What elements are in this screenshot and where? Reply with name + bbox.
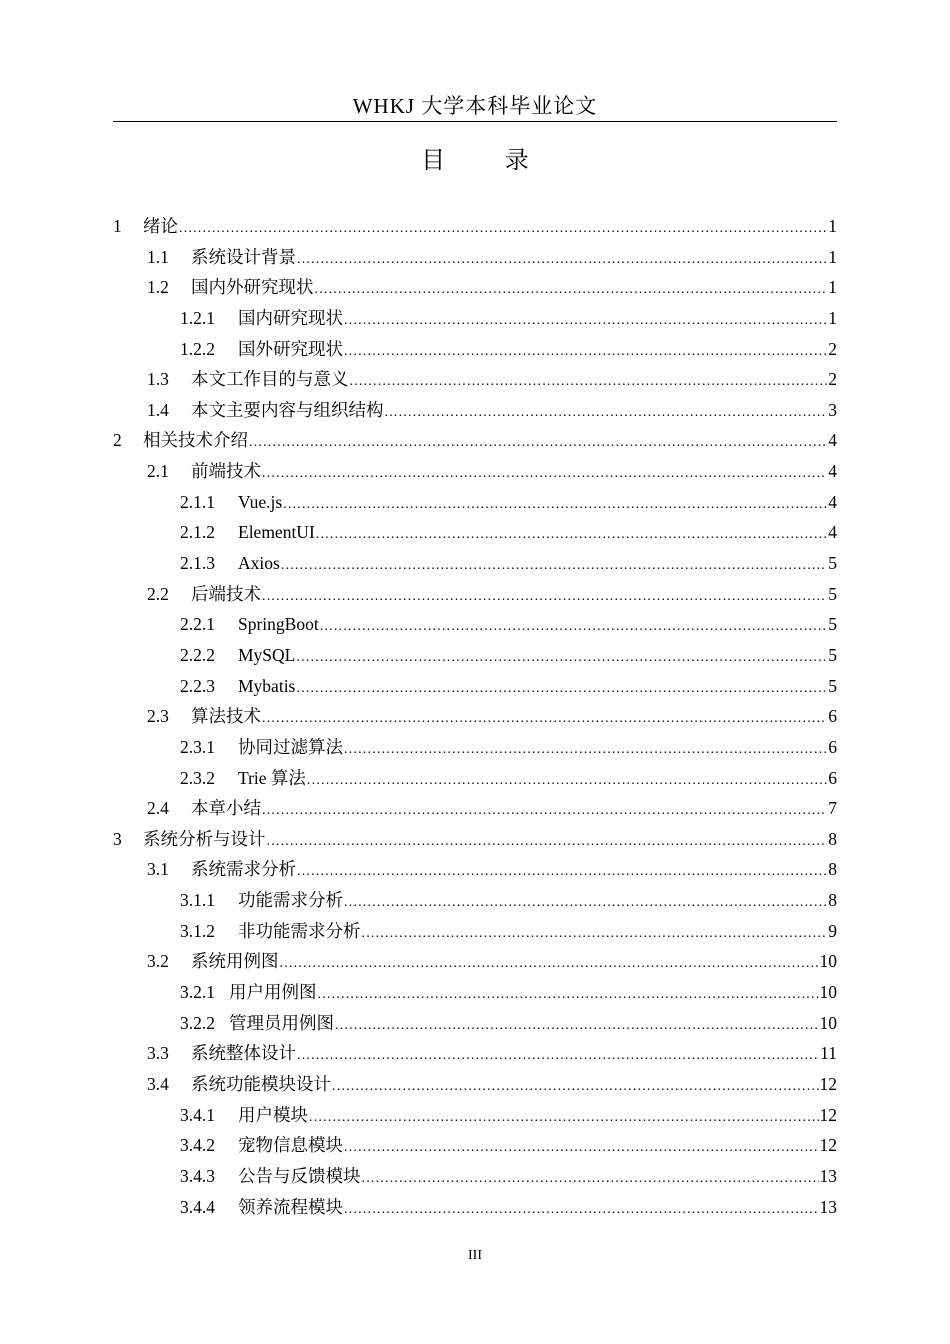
toc-entry-title: Mybatis (238, 675, 296, 696)
toc-entry[interactable] (113, 640, 837, 671)
toc-dot-leader (283, 490, 827, 518)
toc-entry-title: 本章小结 (191, 798, 261, 819)
toc-entry-page: 5 (828, 553, 837, 574)
toc-entry[interactable] (113, 456, 837, 487)
header-divider (113, 121, 837, 122)
toc-entry-title: 功能需求分析 (238, 890, 343, 911)
toc-entry-page: 3 (828, 399, 837, 420)
toc-entry-page: 10 (819, 1012, 837, 1033)
toc-entry-title: MySQL (238, 644, 296, 665)
toc-entry[interactable] (113, 579, 837, 610)
toc-dot-leader (297, 1041, 819, 1069)
toc-entry-page: 5 (828, 675, 837, 696)
toc-entry-title: 绪论 (143, 216, 178, 236)
toc-dot-leader (267, 827, 828, 855)
toc-entry-page: 6 (828, 736, 837, 757)
toc-entry[interactable] (113, 548, 837, 579)
toc-entry-title: 用户模块 (238, 1104, 308, 1125)
toc-entry-number: 1.2 (147, 277, 169, 298)
toc-entry-number: 2.2 (147, 583, 169, 604)
toc-entry-number: 1.1 (147, 246, 169, 267)
toc-entry[interactable] (113, 977, 837, 1008)
toc-entry-page: 12 (819, 1073, 837, 1094)
toc-entry-title: ElementUI (238, 522, 315, 543)
toc-dot-leader (281, 551, 827, 579)
toc-entry-title: 系统用例图 (191, 951, 279, 972)
toc-entry-number: 3.2.2 (180, 1012, 215, 1033)
toc-dot-leader (262, 796, 827, 824)
toc-entry-title: 相关技术介绍 (143, 430, 248, 451)
toc-entry-number: 3.4.2 (180, 1135, 215, 1156)
toc-entry-title: 管理员用例图 (229, 1012, 334, 1033)
toc-dot-leader (350, 367, 828, 395)
toc-entry-number: 1.3 (147, 369, 169, 390)
toc-entry-number: 1.2.1 (180, 307, 215, 328)
toc-entry[interactable] (113, 701, 837, 732)
toc-entry[interactable] (113, 824, 837, 855)
toc-entry-number: 3.1.2 (180, 920, 215, 941)
toc-entry-page: 4 (828, 430, 837, 451)
toc-entry-page: 2 (828, 338, 837, 359)
toc-entry-number: 2.3.1 (180, 736, 215, 757)
toc-entry[interactable] (113, 1038, 837, 1069)
toc-entry-number: 2.3 (147, 706, 169, 727)
toc-entry-title: 国内研究现状 (238, 307, 343, 328)
toc-dot-leader (344, 1133, 819, 1161)
toc-entry-page: 1 (828, 216, 837, 236)
toc-entry-title: 本文工作目的与意义 (191, 369, 349, 390)
toc-entry-number: 1.4 (147, 399, 169, 420)
toc-entry-number: 2.2.2 (180, 644, 215, 665)
toc-entry-title: 系统功能模块设计 (191, 1073, 331, 1094)
toc-dot-leader (344, 337, 827, 365)
toc-entry-page: 13 (819, 1196, 837, 1217)
toc-entry-page: 8 (828, 890, 837, 911)
toc-entry-title: 系统需求分析 (191, 859, 296, 880)
toc-entry-number: 2.3.2 (180, 767, 215, 788)
toc-entry-title: 系统整体设计 (191, 1043, 296, 1064)
toc-entry-page: 1 (828, 277, 837, 298)
toc-dot-leader (315, 275, 828, 303)
toc-entry-title: 公告与反馈模块 (238, 1165, 361, 1186)
toc-entry-page: 13 (819, 1165, 837, 1186)
toc-dot-leader (309, 1103, 819, 1131)
toc-dot-leader (344, 735, 827, 763)
toc-entry-page: 11 (820, 1043, 837, 1064)
toc-entry-title: 国内外研究现状 (191, 277, 314, 298)
toc-entry[interactable] (113, 364, 837, 395)
toc-entry-title: 协同过滤算法 (238, 736, 343, 757)
toc-entry-title: Trie 算法 (238, 767, 306, 788)
toc-entry-number: 3 (113, 828, 122, 849)
toc-entry-title: 宠物信息模块 (238, 1135, 343, 1156)
toc-dot-leader (296, 643, 827, 671)
toc-entry-title: 领养流程模块 (238, 1196, 343, 1217)
toc-entry[interactable] (113, 1100, 837, 1131)
toc-entry-title: Axios (238, 553, 280, 574)
toc-entry-title: 算法技术 (191, 706, 261, 727)
toc-dot-leader (320, 612, 828, 640)
toc-entry[interactable] (113, 732, 837, 763)
toc-entry[interactable] (113, 487, 837, 518)
toc-dot-leader (179, 214, 827, 242)
toc-dot-leader (362, 919, 828, 947)
toc-entry-number: 1 (113, 216, 122, 236)
toc-dot-leader (344, 888, 827, 916)
toc-entry-title: 本文主要内容与组织结构 (191, 399, 384, 420)
toc-entry-number: 3.4.3 (180, 1165, 215, 1186)
toc-entry-number: 2.1 (147, 461, 169, 482)
toc-entry[interactable] (113, 916, 837, 947)
toc-dot-leader (332, 1072, 819, 1100)
toc-entry-number: 2.2.1 (180, 614, 215, 635)
toc-entry-page: 12 (819, 1104, 837, 1125)
toc-entry[interactable] (113, 1192, 837, 1223)
toc-entry-number: 3.4 (147, 1073, 169, 1094)
toc-entry-page: 9 (828, 920, 837, 941)
toc-entry-title: 后端技术 (191, 583, 261, 604)
toc-dot-leader (262, 582, 827, 610)
toc-dot-leader (297, 857, 827, 885)
toc-entry-page: 2 (828, 369, 837, 390)
toc-dot-leader (318, 980, 819, 1008)
toc-entry-page: 5 (828, 614, 837, 635)
toc-entry-number: 2.2.3 (180, 675, 215, 696)
page-number: III (468, 1248, 482, 1263)
toc-entry-page: 10 (819, 982, 837, 1003)
toc-entry-title: 系统分析与设计 (143, 828, 266, 849)
toc-dot-leader (316, 520, 827, 548)
toc-entry-page: 7 (828, 798, 837, 819)
toc-dot-leader (362, 1164, 819, 1192)
toc-entry-page: 1 (828, 246, 837, 267)
toc-entry-number: 3.2.1 (180, 982, 215, 1003)
toc-entry-title: 用户用例图 (229, 982, 317, 1003)
toc-dot-leader (335, 1011, 819, 1039)
toc-dot-leader (280, 949, 819, 977)
toc-dot-leader (344, 1195, 819, 1223)
toc-entry-number: 2.1.2 (180, 522, 215, 543)
toc-entry-page: 4 (828, 461, 837, 482)
toc-entry-title: 国外研究现状 (238, 338, 343, 359)
toc-entry-page: 5 (828, 583, 837, 604)
toc-entry[interactable] (113, 1161, 837, 1192)
toc-entry-number: 2.4 (147, 798, 169, 819)
toc-dot-leader (296, 674, 827, 702)
toc-entry[interactable] (113, 946, 837, 977)
toc-entry[interactable] (113, 885, 837, 916)
toc-entry[interactable] (113, 1069, 837, 1100)
toc-entry[interactable] (113, 242, 837, 273)
toc-entry-page: 4 (828, 491, 837, 512)
toc-entry[interactable] (113, 272, 837, 303)
toc-entry-title: 非功能需求分析 (238, 920, 361, 941)
toc-entry[interactable] (113, 425, 837, 456)
toc-dot-leader (307, 766, 827, 794)
toc-entry[interactable] (113, 671, 837, 702)
toc-dot-leader (262, 459, 827, 487)
toc-entry-number: 2 (113, 430, 122, 451)
table-of-contents (113, 211, 837, 1222)
toc-entry[interactable] (113, 1130, 837, 1161)
toc-dot-leader (249, 428, 827, 456)
toc-entry-page: 6 (828, 767, 837, 788)
toc-entry-page: 6 (828, 706, 837, 727)
toc-entry-page: 8 (828, 859, 837, 880)
toc-dot-leader (344, 306, 827, 334)
toc-entry-number: 2.1.1 (180, 491, 215, 512)
toc-entry-title: 系统设计背景 (191, 246, 296, 267)
toc-entry[interactable] (113, 763, 837, 794)
toc-entry[interactable] (113, 609, 837, 640)
toc-entry-page: 8 (828, 828, 837, 849)
toc-entry-number: 2.1.3 (180, 553, 215, 574)
toc-entry-title: SpringBoot (238, 614, 319, 635)
toc-entry[interactable] (113, 303, 837, 334)
toc-entry-number: 3.1 (147, 859, 169, 880)
toc-entry-page: 12 (819, 1135, 837, 1156)
toc-entry[interactable] (113, 1008, 837, 1039)
toc-entry-number: 3.1.1 (180, 890, 215, 911)
toc-dot-leader (262, 704, 827, 732)
toc-dot-leader (297, 245, 827, 273)
toc-entry[interactable] (113, 854, 837, 885)
toc-entry-page: 1 (828, 307, 837, 328)
toc-entry[interactable] (113, 211, 837, 242)
toc-entry-page: 4 (828, 522, 837, 543)
running-header: WHKJ 大学本科毕业论文 (352, 94, 598, 118)
toc-entry-number: 3.2 (147, 951, 169, 972)
toc-entry[interactable] (113, 395, 837, 426)
toc-entry-page: 5 (828, 644, 837, 665)
toc-entry-number: 3.3 (147, 1043, 169, 1064)
toc-entry-title: Vue.js (238, 491, 283, 512)
toc-entry-number: 3.4.4 (180, 1196, 215, 1217)
toc-title: 目 录 (421, 146, 555, 174)
toc-entry[interactable] (113, 334, 837, 365)
toc-entry-page: 10 (819, 951, 837, 972)
toc-entry[interactable] (113, 793, 837, 824)
toc-entry-number: 1.2.2 (180, 338, 215, 359)
toc-entry-number: 3.4.1 (180, 1104, 215, 1125)
toc-dot-leader (385, 398, 828, 426)
toc-entry[interactable] (113, 517, 837, 548)
toc-entry-title: 前端技术 (191, 461, 261, 482)
